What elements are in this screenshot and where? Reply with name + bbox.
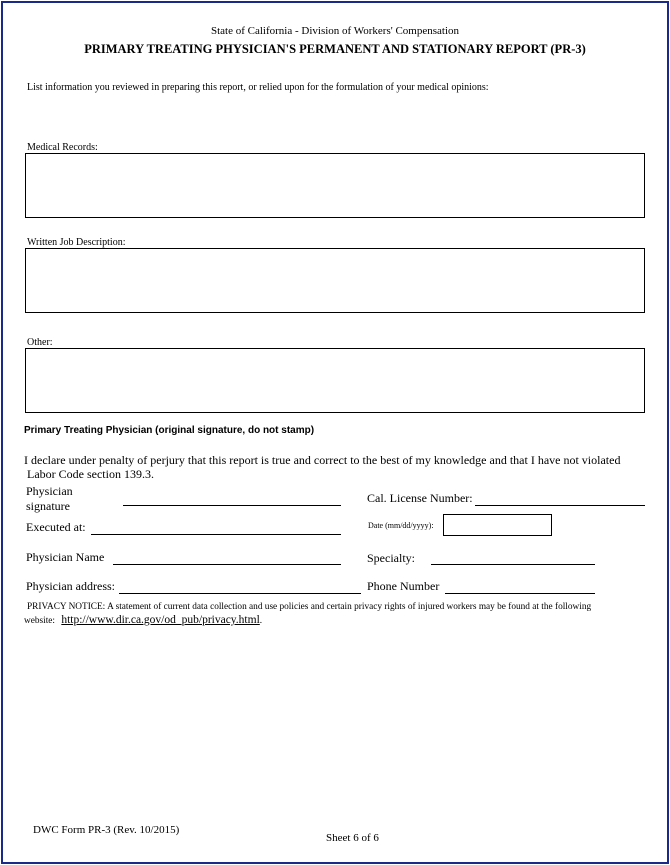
other-label: Other: (27, 337, 53, 348)
executed-at-label: Executed at: (26, 520, 86, 534)
form-title: PRIMARY TREATING PHYSICIAN'S PERMANENT AND STATIONARY REPORT (PR-3) (84, 42, 586, 56)
other-field[interactable] (25, 348, 645, 413)
privacy-website-line (24, 614, 262, 626)
form-id: DWC Form PR-3 (Rev. 10/2015) (33, 824, 180, 836)
sheet-number: Sheet 6 of 6 (326, 832, 379, 844)
privacy-url-link[interactable]: http://www.dir.ca.gov/od_pub/privacy.html (61, 614, 260, 626)
phone-number-label: Phone Number (367, 579, 440, 593)
medical-records-field[interactable] (25, 153, 645, 218)
signature-heading: Primary Treating Physician (original signature, do not stamp) (24, 425, 315, 436)
privacy-period: . (259, 616, 263, 626)
physician-signature-field[interactable] (123, 505, 341, 506)
license-number-label: Cal. License Number: (367, 491, 473, 505)
job-description-label: Written Job Description: (27, 237, 126, 248)
agency-name: State of California - Division of Workers' Compensation (210, 25, 460, 37)
physician-signature-label-line1: Physician (26, 484, 73, 498)
executed-at-field[interactable] (91, 534, 341, 535)
intro-text: List information you reviewed in preparing this report, or relied upon for the formulation of your medical opinions: (27, 82, 489, 93)
date-label: Date (mm/dd/yyyy): (368, 521, 434, 530)
physician-signature-label-line2: signature (26, 499, 70, 513)
specialty-label: Specialty: (367, 551, 415, 565)
license-number-field[interactable] (475, 505, 645, 506)
specialty-field[interactable] (431, 564, 595, 565)
physician-address-field[interactable] (119, 593, 361, 594)
declaration-line2: Labor Code section 139.3. (27, 467, 154, 481)
privacy-notice-text: PRIVACY NOTICE: A statement of current data collection and use policies and certain privacy rights of injured workers may be found at the following (27, 602, 592, 612)
phone-number-field[interactable] (445, 593, 595, 594)
date-field[interactable] (443, 514, 552, 536)
privacy-website-label: website: (24, 616, 55, 626)
physician-address-label: Physician address: (26, 579, 115, 593)
physician-name-field[interactable] (113, 564, 341, 565)
physician-name-label: Physician Name (26, 550, 105, 564)
declaration-line1: I declare under penalty of perjury that this report is true and correct to the best of my knowledge and that I have not violated (24, 453, 621, 467)
job-description-field[interactable] (25, 248, 645, 313)
medical-records-label: Medical Records: (27, 142, 98, 153)
